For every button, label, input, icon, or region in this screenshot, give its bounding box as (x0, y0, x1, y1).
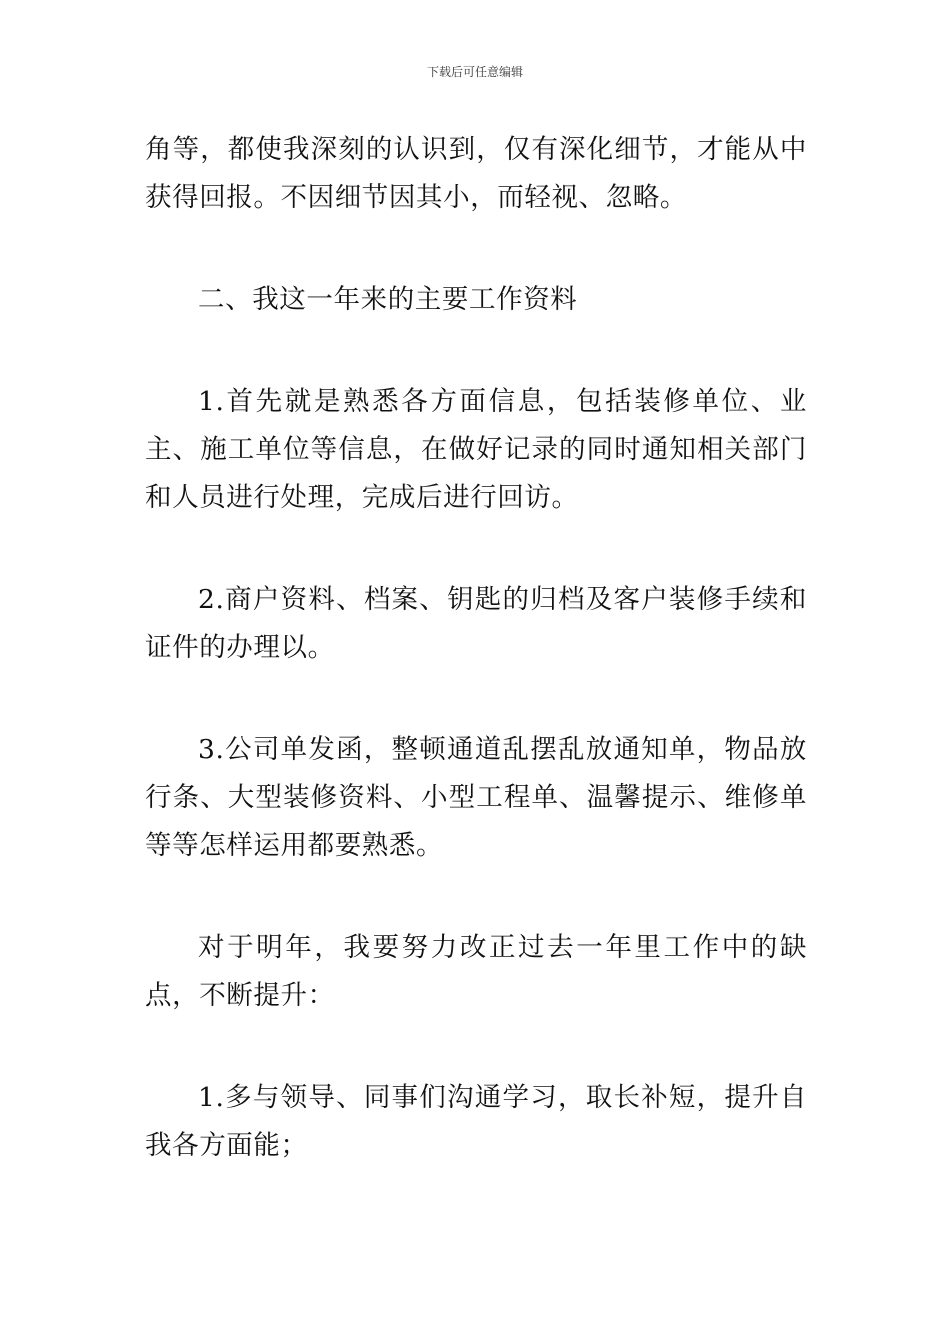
next-year-intro: 对于明年，我要努力改正过去一年里工作中的缺点，不断提升： (145, 932, 807, 1011)
document-body (145, 126, 807, 1170)
work-item-1: 1.首先就是熟悉各方面信息，包括装修单位、业主、施工单位等信息，在做好记录的同时通知相关部门和人员进行处理，完成后进行回访。 (145, 386, 807, 513)
page-header: 下载后可任意编辑 (426, 65, 523, 79)
work-item-2: 2.商户资料、档案、钥匙的归档及客户装修手续和证件的办理以。 (145, 584, 807, 663)
section-heading: 二、我这一年来的主要工作资料 (198, 284, 578, 315)
plan-item-1: 1.多与领导、同事们沟通学习，取长补短，提升自我各方面能； (145, 1082, 807, 1161)
work-item-3: 3.公司单发函，整顿通道乱摆乱放通知单，物品放行条、大型装修资料、小型工程单、温馨提示、维修单等等怎样运用都要熟悉。 (145, 734, 807, 861)
paragraph-continuation: 角等，都使我深刻的认识到，仅有深化细节，才能从中获得回报。不因细节因其小，而轻视、忽略。 (145, 134, 807, 213)
